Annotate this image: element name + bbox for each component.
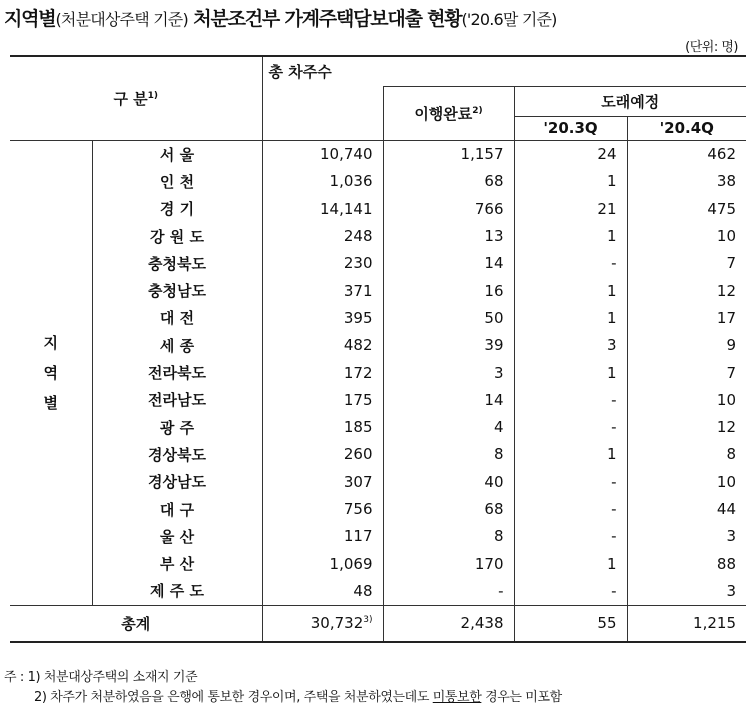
cell-completed: 8	[383, 441, 514, 468]
cell-total: 10,740	[320, 145, 373, 164]
cell-q4: 10	[627, 386, 746, 413]
cell-completed: 50	[383, 304, 514, 331]
cell-total: 230	[343, 254, 373, 273]
header-category: 구 분$^{1)}$	[10, 56, 262, 140]
cell-q3: 3	[514, 332, 627, 359]
total-label: 총계	[10, 605, 262, 642]
cell-completed: 1,157	[383, 140, 514, 168]
cell-q3: 24	[514, 140, 627, 168]
header-total: 총 차주수	[262, 56, 746, 86]
total-completed: 2,438	[383, 605, 514, 642]
group-label-char: 지	[43, 333, 58, 352]
title-main: 처분조건부 가계주택담보대출 현황	[187, 8, 462, 30]
group-label-char: 역	[43, 363, 58, 382]
table-row	[10, 140, 746, 168]
cell-completed: 68	[383, 495, 514, 522]
table-row	[10, 550, 746, 577]
cell-q3: 1	[514, 277, 627, 304]
cell-completed: 40	[383, 468, 514, 495]
cell-q4: 8	[627, 441, 746, 468]
table-row	[10, 495, 746, 522]
cell-completed: 4	[383, 413, 514, 440]
table-row	[10, 386, 746, 413]
region-name: 세 종	[92, 332, 262, 359]
region-name: 서 울	[92, 140, 262, 168]
cell-q4: 475	[627, 195, 746, 222]
cell-completed: -	[383, 577, 514, 605]
cell-q4: 7	[627, 359, 746, 386]
table-row	[10, 222, 746, 249]
cell-completed: 170	[383, 550, 514, 577]
group-label	[10, 140, 92, 605]
cell-q3: -	[514, 523, 627, 550]
cell-q3: -	[514, 413, 627, 440]
table-row	[10, 332, 746, 359]
table-row	[10, 304, 746, 331]
cell-total: 371	[343, 281, 373, 300]
cell-q3: 1	[514, 550, 627, 577]
group-label-char: 별	[43, 393, 58, 412]
cell-q4: 38	[627, 168, 746, 195]
region-name: 광 주	[92, 413, 262, 440]
cell-total: 172	[343, 363, 373, 382]
region-name: 인 천	[92, 168, 262, 195]
cell-total: 482	[343, 336, 373, 355]
cell-q3: -	[514, 468, 627, 495]
region-name: 충청남도	[92, 277, 262, 304]
cell-total: 1,069	[329, 554, 373, 573]
page-title	[4, 4, 557, 31]
cell-q4: 10	[627, 222, 746, 249]
footnotes	[4, 668, 562, 708]
cell-total: 185	[343, 418, 373, 437]
cell-total: 14,141	[320, 199, 373, 218]
cell-total: 307	[343, 472, 373, 491]
region-name: 경상북도	[92, 441, 262, 468]
table-row	[10, 277, 746, 304]
table-row	[10, 523, 746, 550]
cell-q4: 88	[627, 550, 746, 577]
cell-completed: 16	[383, 277, 514, 304]
region-name: 제 주 도	[92, 577, 262, 605]
title-suffix: ('20.6말 기준)	[461, 10, 557, 29]
table-row	[10, 468, 746, 495]
cell-q3: 21	[514, 195, 627, 222]
region-name: 전라북도	[92, 359, 262, 386]
total-count: 30,732$^{3)}$	[262, 605, 383, 642]
cell-completed: 39	[383, 332, 514, 359]
cell-total: 1,036	[329, 172, 373, 191]
cell-q4: 12	[627, 277, 746, 304]
cell-q4: 3	[627, 523, 746, 550]
region-name: 대 전	[92, 304, 262, 331]
region-name: 경상남도	[92, 468, 262, 495]
cell-q3: 1	[514, 222, 627, 249]
region-name: 부 산	[92, 550, 262, 577]
cell-q4: 3	[627, 577, 746, 605]
cell-q4: 9	[627, 332, 746, 359]
header-completed: 이행완료$^{2)}$	[383, 86, 514, 140]
table-row	[10, 441, 746, 468]
table-row	[10, 577, 746, 605]
cell-total: 756	[343, 500, 373, 518]
cell-q4: 12	[627, 413, 746, 440]
cell-q4: 44	[627, 495, 746, 522]
cell-q3: -	[514, 386, 627, 413]
cell-q3: 1	[514, 304, 627, 331]
region-name: 울 산	[92, 523, 262, 550]
cell-total: 260	[343, 445, 373, 464]
cell-total: 175	[343, 390, 373, 409]
data-table	[10, 55, 746, 643]
unit-label: (단위: 명)	[685, 40, 738, 55]
total-row	[10, 605, 746, 642]
cell-q3: -	[514, 495, 627, 522]
cell-completed: 14	[383, 250, 514, 277]
cell-completed: 8	[383, 523, 514, 550]
footnote-2: 2) 차주가 처분하였음을 은행에 통보한 경우이며, 주택을 처분하였는데도 미통보한 경우는 미포함	[34, 690, 562, 705]
table-body	[10, 140, 746, 605]
cell-q3: -	[514, 577, 627, 605]
cell-completed: 3	[383, 359, 514, 386]
title-paren: (처분대상주택 기준)	[55, 10, 188, 29]
cell-q3: -	[514, 250, 627, 277]
cell-completed: 68	[383, 168, 514, 195]
cell-total: 248	[343, 227, 373, 246]
cell-completed: 14	[383, 386, 514, 413]
table-row	[10, 250, 746, 277]
region-name: 경 기	[92, 195, 262, 222]
table-row	[10, 413, 746, 440]
header-q3: '20.3Q	[514, 116, 627, 140]
cell-completed: 766	[383, 195, 514, 222]
cell-total: 117	[343, 527, 373, 546]
region-name: 대 구	[92, 495, 262, 522]
cell-q4: 462	[627, 140, 746, 168]
table-row	[10, 359, 746, 386]
cell-q3: 1	[514, 168, 627, 195]
table-row	[10, 195, 746, 222]
header-q4: '20.4Q	[627, 116, 746, 140]
footnote-1: 주 : 1) 처분대상주택의 소재지 기준	[4, 670, 198, 685]
table-row	[10, 168, 746, 195]
cell-total: 395	[343, 308, 373, 327]
cell-completed: 13	[383, 222, 514, 249]
cell-total: 48	[353, 581, 373, 600]
header-upcoming: 도래예정	[514, 86, 746, 116]
region-name: 전라남도	[92, 386, 262, 413]
cell-q3: 1	[514, 441, 627, 468]
cell-q4: 7	[627, 250, 746, 277]
cell-q3: 1	[514, 359, 627, 386]
region-name: 강 원 도	[92, 222, 262, 249]
title-prefix: 지역별	[4, 8, 56, 30]
cell-q4: 17	[627, 304, 746, 331]
region-name: 충청북도	[92, 250, 262, 277]
total-q4: 1,215	[627, 605, 746, 642]
cell-q4: 10	[627, 468, 746, 495]
total-q3: 55	[514, 605, 627, 642]
